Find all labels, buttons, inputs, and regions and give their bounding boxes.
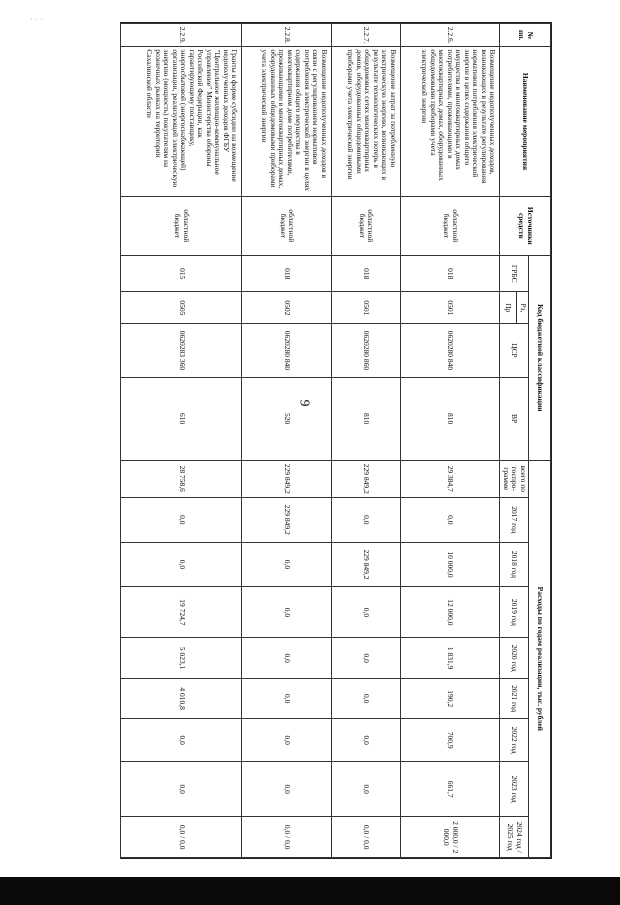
header-2022: 2022 год bbox=[500, 719, 529, 762]
row-vr: 810 bbox=[331, 377, 400, 460]
row-2025: 0,0 bbox=[361, 840, 371, 850]
row-total: 29 384,7 bbox=[400, 460, 500, 497]
row-csr: 0620280 840 bbox=[242, 324, 332, 377]
row-2022: 0,0 bbox=[331, 719, 400, 762]
row-2025: 0,0 bbox=[282, 840, 292, 850]
row-2017: 0,0 bbox=[400, 497, 500, 542]
row-2025: 2 000,0 bbox=[442, 828, 460, 854]
header-2017: 2017 год bbox=[500, 497, 529, 542]
row-2020: 1 831,9 bbox=[400, 638, 500, 678]
scan-bottom-band bbox=[0, 877, 620, 905]
row-vr: 610 bbox=[121, 377, 242, 460]
row-2017: 229 849,2 bbox=[242, 497, 332, 542]
row-rzpr: 0502 bbox=[242, 292, 332, 324]
row-2018: 0,0 bbox=[242, 542, 332, 587]
rotated-table-wrapper bbox=[121, 23, 551, 858]
table-row bbox=[121, 24, 242, 858]
row-2018: 229 849,2 bbox=[331, 542, 400, 587]
row-2021: 4 010,8 bbox=[121, 678, 242, 718]
row-2024: 2 000,0 bbox=[450, 821, 460, 844]
row-grbs: 018 bbox=[400, 256, 500, 292]
header-2024-2025: 2024 год / 2025 год bbox=[500, 817, 529, 858]
row-2024: 0,0 bbox=[361, 824, 371, 835]
row-2022: 0,0 bbox=[121, 719, 242, 762]
row-2024-2025: 2 000,0 / 2 000,0 bbox=[400, 817, 500, 858]
row-2023: 0,0 bbox=[121, 761, 242, 816]
row-2019: 19 724,7 bbox=[121, 587, 242, 638]
row-2024-2025: 0,0 / 0,0 bbox=[121, 817, 242, 858]
document-sheet bbox=[120, 22, 552, 859]
row-vr: 520 bbox=[242, 377, 332, 460]
header-2020: 2020 год bbox=[500, 638, 529, 678]
scan-artifact: · · · bbox=[30, 14, 44, 24]
row-num: 2.2.9. bbox=[121, 24, 242, 47]
header-2023: 2023 год bbox=[500, 761, 529, 816]
header-csr: ЦСР bbox=[500, 324, 529, 377]
budget-table bbox=[121, 23, 552, 858]
header-expenses: Расходы по годам реализации, тыс. рублей bbox=[529, 460, 551, 857]
page-number: 9 bbox=[296, 399, 312, 407]
header-source: Источники средств bbox=[500, 196, 551, 256]
row-csr: 0620280 860 bbox=[331, 324, 400, 377]
table-row bbox=[331, 24, 400, 858]
header-pr: Пр bbox=[500, 292, 516, 324]
row-2019: 12 000,0 bbox=[400, 587, 500, 638]
row-name: Возмещение затрат за потребленную электрическую энергию, возникающих в результате технологических потерь в общедомовых сетях многоквартирных домов, оборудованных общедомовыми приборами учета электрической энергии bbox=[331, 47, 400, 196]
row-2022: 0,0 bbox=[242, 719, 332, 762]
row-grbs: 018 bbox=[331, 256, 400, 292]
row-num: 2.2.6. bbox=[400, 24, 500, 47]
row-total: 229 849,2 bbox=[331, 460, 400, 497]
row-2020: 0,0 bbox=[331, 638, 400, 678]
row-2020: 0,0 bbox=[242, 638, 332, 678]
row-source: областной бюджет bbox=[121, 196, 242, 256]
header-rz: Рз, bbox=[516, 292, 528, 324]
header-grbs: ГРБС bbox=[500, 256, 529, 292]
header-2021: 2021 год bbox=[500, 678, 529, 718]
row-2024: 0,0 bbox=[282, 824, 292, 835]
row-grbs: 018 bbox=[242, 256, 332, 292]
row-2023: 0,0 bbox=[242, 761, 332, 816]
row-grbs: 015 bbox=[121, 256, 242, 292]
row-csr: 0620283 360 bbox=[121, 324, 242, 377]
header-2024: 2024 год bbox=[514, 821, 524, 849]
row-csr: 0620280 840 bbox=[400, 324, 500, 377]
row-2021: 0,0 bbox=[242, 678, 332, 718]
row-2023: 0,0 bbox=[331, 761, 400, 816]
row-2018: 0,0 bbox=[121, 542, 242, 587]
row-source: областной бюджет bbox=[331, 196, 400, 256]
header-2019: 2019 год bbox=[500, 587, 529, 638]
row-2025: 0,0 bbox=[177, 840, 187, 850]
row-source: областной бюджет bbox=[242, 196, 332, 256]
table-row bbox=[242, 24, 332, 858]
row-total: 229 849,2 bbox=[242, 460, 332, 497]
row-rzpr: 0501 bbox=[400, 292, 500, 324]
row-2017: 0,0 bbox=[331, 497, 400, 542]
row-2020: 5 023,1 bbox=[121, 638, 242, 678]
row-2022: 700,9 bbox=[400, 719, 500, 762]
row-name: Гранты в форме субсидии на возмещение недополученных доходов ФГБУ "Центральное жилищно-коммунальное управление" Министерства обороны Российской Федерации, как гарантирующему поставщику, энергосбытовой (энергоснабжающей) организации, реализующей электрическую энергию (мощность) покупателям на розничных рынках на территории Сахалинской области bbox=[121, 47, 242, 196]
row-rzpr: 0505 bbox=[121, 292, 242, 324]
row-2021: 190,2 bbox=[400, 678, 500, 718]
row-num: 2.2.7. bbox=[331, 24, 400, 47]
header-vr: ВР bbox=[500, 377, 529, 460]
row-2023: 661,7 bbox=[400, 761, 500, 816]
header-num: № пп. bbox=[500, 24, 551, 47]
row-vr: 810 bbox=[400, 377, 500, 460]
header-2025: 2025 год bbox=[506, 823, 516, 851]
row-num: 2.2.8. bbox=[242, 24, 332, 47]
row-source: областной бюджет bbox=[400, 196, 500, 256]
header-budget-code: Код бюджетной классификации bbox=[529, 256, 551, 460]
row-total: 28 758,6 bbox=[121, 460, 242, 497]
row-name: Возмещение недополученных доходов, возникающих в результате регулирования нормативов потребления электрической энергии в целях содержания общего имущества в многоквартирных домах потребителями, проживающими в многоквартирных домах, оборудованных общедомовыми приборами учета электрической энергии bbox=[400, 47, 500, 196]
row-2021: 0,0 bbox=[331, 678, 400, 718]
row-rzpr: 0501 bbox=[331, 292, 400, 324]
row-name: Возмещение недополученных доходов в связи с регулированием нормативов потребления электрической энергии в целях содержания общего имущества в многоквартирном доме потребителями, проживающими в многоквартирных домах, оборудованных общедомовыми приборами учета электрической энергии bbox=[242, 47, 332, 196]
row-2019: 0,0 bbox=[331, 587, 400, 638]
header-name: Наименование мероприятия bbox=[500, 47, 551, 196]
row-2018: 10 000,0 bbox=[400, 542, 500, 587]
row-2024-2025: 0,0 / 0,0 bbox=[242, 817, 332, 858]
table-row bbox=[400, 24, 500, 858]
header-2018: 2018 год bbox=[500, 542, 529, 587]
row-2024-2025: 0,0 / 0,0 bbox=[331, 817, 400, 858]
header-total: всего по госпро-грамме bbox=[500, 460, 529, 497]
row-2019: 0,0 bbox=[242, 587, 332, 638]
row-2024: 0,0 bbox=[177, 824, 187, 835]
row-2017: 0,0 bbox=[121, 497, 242, 542]
